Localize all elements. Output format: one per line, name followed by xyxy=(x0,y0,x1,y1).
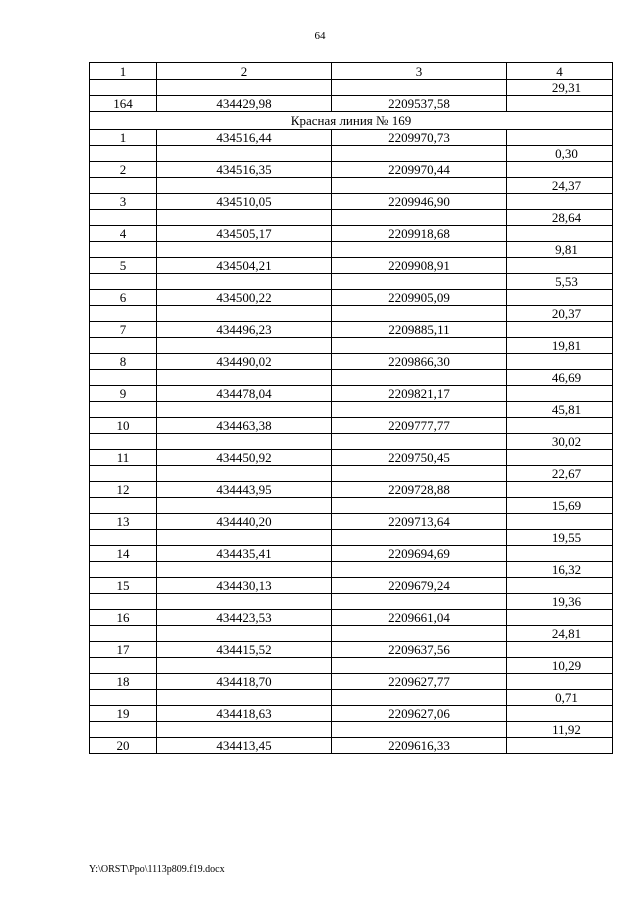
page-number: 64 xyxy=(314,30,326,42)
point-number: 16 xyxy=(90,610,157,626)
distance-value: 24,81 xyxy=(507,626,613,642)
header-col-2: 2 xyxy=(157,63,332,80)
point-row xyxy=(90,546,613,562)
coordinate-y: 2209728,88 xyxy=(332,482,507,498)
coordinate-y-empty xyxy=(332,402,507,418)
coordinate-y-empty xyxy=(332,80,507,96)
coordinate-x-empty xyxy=(157,146,332,162)
distance-value: 46,69 xyxy=(507,370,613,386)
point-number: 18 xyxy=(90,674,157,690)
point-row xyxy=(90,514,613,530)
distance-row xyxy=(90,466,613,482)
coordinate-y: 2209866,30 xyxy=(332,354,507,370)
coordinate-x: 434505,17 xyxy=(157,226,332,242)
coordinate-y-empty xyxy=(332,690,507,706)
coordinate-x-empty xyxy=(157,562,332,578)
point-number-empty xyxy=(90,242,157,258)
point-number-empty xyxy=(90,690,157,706)
coordinate-y: 2209627,06 xyxy=(332,706,507,722)
distance-row xyxy=(90,306,613,322)
distance-row xyxy=(90,146,613,162)
point-number-empty xyxy=(90,530,157,546)
point-row xyxy=(90,354,613,370)
point-number-empty xyxy=(90,434,157,450)
distance-row xyxy=(90,722,613,738)
point-number: 13 xyxy=(90,514,157,530)
point-row xyxy=(90,706,613,722)
distance-empty xyxy=(507,162,613,178)
distance-value: 24,37 xyxy=(507,178,613,194)
point-row xyxy=(90,738,613,754)
point-number: 1 xyxy=(90,130,157,146)
coordinate-y: 2209750,45 xyxy=(332,450,507,466)
footer-file-path: Y:\ORST\Ppo\1113p809.f19.docx xyxy=(89,864,225,875)
coordinate-y-empty xyxy=(332,626,507,642)
point-row xyxy=(90,674,613,690)
point-row xyxy=(90,96,613,112)
coordinate-y-empty xyxy=(332,178,507,194)
coordinate-x-empty xyxy=(157,498,332,514)
distance-empty xyxy=(507,322,613,338)
coordinate-x: 434423,53 xyxy=(157,610,332,626)
coordinate-x: 434516,35 xyxy=(157,162,332,178)
coordinate-x-empty xyxy=(157,594,332,610)
point-number-empty xyxy=(90,562,157,578)
distance-value: 15,69 xyxy=(507,498,613,514)
coordinate-x: 434504,21 xyxy=(157,258,332,274)
point-number-empty xyxy=(90,658,157,674)
coordinate-x-empty xyxy=(157,242,332,258)
header-col-1: 1 xyxy=(90,63,157,80)
point-number-empty xyxy=(90,178,157,194)
distance-value: 29,31 xyxy=(507,80,613,96)
coordinate-y-empty xyxy=(332,562,507,578)
point-number: 8 xyxy=(90,354,157,370)
point-number-empty xyxy=(90,274,157,290)
point-row xyxy=(90,258,613,274)
coordinate-y: 2209970,44 xyxy=(332,162,507,178)
coordinate-x: 434478,04 xyxy=(157,386,332,402)
coordinate-y-empty xyxy=(332,594,507,610)
distance-value: 9,81 xyxy=(507,242,613,258)
coordinate-y: 2209627,77 xyxy=(332,674,507,690)
coordinates-table xyxy=(89,62,613,754)
header-col-4: 4 xyxy=(507,63,613,80)
coordinate-x: 434463,38 xyxy=(157,418,332,434)
distance-row xyxy=(90,210,613,226)
point-number: 19 xyxy=(90,706,157,722)
distance-row xyxy=(90,274,613,290)
coordinate-x: 434413,45 xyxy=(157,738,332,754)
distance-row xyxy=(90,498,613,514)
point-number: 164 xyxy=(90,96,157,112)
coordinate-y: 2209946,90 xyxy=(332,194,507,210)
table-header-row xyxy=(90,63,613,80)
point-number-empty xyxy=(90,626,157,642)
coordinate-x-empty xyxy=(157,530,332,546)
distance-empty xyxy=(507,514,613,530)
point-number: 6 xyxy=(90,290,157,306)
distance-empty xyxy=(507,738,613,754)
coordinate-y: 2209661,04 xyxy=(332,610,507,626)
coordinate-y-empty xyxy=(332,498,507,514)
coordinate-y: 2209777,77 xyxy=(332,418,507,434)
point-number-empty xyxy=(90,466,157,482)
point-row xyxy=(90,610,613,626)
coordinates-table-body xyxy=(90,63,613,754)
point-number: 15 xyxy=(90,578,157,594)
distance-empty xyxy=(507,418,613,434)
point-number-empty xyxy=(90,370,157,386)
coordinate-y-empty xyxy=(332,658,507,674)
distance-row xyxy=(90,178,613,194)
distance-empty xyxy=(507,194,613,210)
coordinate-y-empty xyxy=(332,434,507,450)
point-number: 17 xyxy=(90,642,157,658)
point-number-empty xyxy=(90,146,157,162)
point-row xyxy=(90,226,613,242)
coordinate-x-empty xyxy=(157,434,332,450)
point-number-empty xyxy=(90,338,157,354)
distance-value: 11,92 xyxy=(507,722,613,738)
coordinate-y: 2209908,91 xyxy=(332,258,507,274)
distance-empty xyxy=(507,450,613,466)
coordinate-x: 434415,52 xyxy=(157,642,332,658)
distance-value: 20,37 xyxy=(507,306,613,322)
coordinate-y-empty xyxy=(332,466,507,482)
coordinate-x: 434435,41 xyxy=(157,546,332,562)
distance-empty xyxy=(507,290,613,306)
coordinate-x-empty xyxy=(157,690,332,706)
distance-row xyxy=(90,658,613,674)
point-row xyxy=(90,578,613,594)
point-number: 7 xyxy=(90,322,157,338)
distance-row xyxy=(90,594,613,610)
coordinate-x: 434516,44 xyxy=(157,130,332,146)
point-row xyxy=(90,162,613,178)
coordinate-y: 2209637,56 xyxy=(332,642,507,658)
section-heading-row xyxy=(90,112,613,130)
coordinate-y: 2209679,24 xyxy=(332,578,507,594)
point-number-empty xyxy=(90,80,157,96)
coordinate-x-empty xyxy=(157,274,332,290)
point-number: 14 xyxy=(90,546,157,562)
point-number-empty xyxy=(90,722,157,738)
distance-empty xyxy=(507,578,613,594)
distance-value: 10,29 xyxy=(507,658,613,674)
point-row xyxy=(90,194,613,210)
distance-row xyxy=(90,562,613,578)
coordinate-x-empty xyxy=(157,466,332,482)
point-number: 4 xyxy=(90,226,157,242)
coordinate-y: 2209713,64 xyxy=(332,514,507,530)
point-row xyxy=(90,642,613,658)
coordinate-x-empty xyxy=(157,306,332,322)
distance-empty xyxy=(507,546,613,562)
coordinate-x: 434510,05 xyxy=(157,194,332,210)
coordinate-y: 2209885,11 xyxy=(332,322,507,338)
coordinate-y-empty xyxy=(332,722,507,738)
distance-value: 0,30 xyxy=(507,146,613,162)
distance-empty xyxy=(507,226,613,242)
coordinate-y-empty xyxy=(332,530,507,546)
coordinate-x: 434490,02 xyxy=(157,354,332,370)
coordinate-y: 2209616,33 xyxy=(332,738,507,754)
coordinate-y: 2209821,17 xyxy=(332,386,507,402)
coordinate-x: 434450,92 xyxy=(157,450,332,466)
coordinate-y-empty xyxy=(332,306,507,322)
distance-value: 28,64 xyxy=(507,210,613,226)
distance-row xyxy=(90,530,613,546)
distance-empty xyxy=(507,386,613,402)
point-row xyxy=(90,386,613,402)
coordinate-x-empty xyxy=(157,338,332,354)
coordinate-y: 2209970,73 xyxy=(332,130,507,146)
point-number: 20 xyxy=(90,738,157,754)
distance-row xyxy=(90,242,613,258)
distance-empty xyxy=(507,610,613,626)
coordinate-x: 434418,70 xyxy=(157,674,332,690)
point-number-empty xyxy=(90,594,157,610)
coordinate-x: 434440,20 xyxy=(157,514,332,530)
coordinate-x-empty xyxy=(157,210,332,226)
distance-value: 22,67 xyxy=(507,466,613,482)
coordinate-y-empty xyxy=(332,274,507,290)
distance-row xyxy=(90,402,613,418)
distance-value: 0,71 xyxy=(507,690,613,706)
distance-value: 19,81 xyxy=(507,338,613,354)
coordinate-x-empty xyxy=(157,178,332,194)
point-row xyxy=(90,418,613,434)
section-title: Красная линия № 169 xyxy=(90,112,613,130)
coordinate-y: 2209537,58 xyxy=(332,96,507,112)
coordinate-y-empty xyxy=(332,146,507,162)
distance-empty xyxy=(507,674,613,690)
distance-empty xyxy=(507,706,613,722)
coordinate-y-empty xyxy=(332,242,507,258)
coordinate-y-empty xyxy=(332,210,507,226)
coordinate-x: 434430,13 xyxy=(157,578,332,594)
point-number: 3 xyxy=(90,194,157,210)
distance-value: 30,02 xyxy=(507,434,613,450)
distance-row xyxy=(90,690,613,706)
point-row xyxy=(90,322,613,338)
coordinate-x-empty xyxy=(157,370,332,386)
distance-row xyxy=(90,626,613,642)
point-row xyxy=(90,482,613,498)
coordinate-x-empty xyxy=(157,626,332,642)
point-number-empty xyxy=(90,306,157,322)
distance-value: 45,81 xyxy=(507,402,613,418)
coordinate-y: 2209694,69 xyxy=(332,546,507,562)
distance-row xyxy=(90,370,613,386)
distance-empty xyxy=(507,96,613,112)
point-number: 9 xyxy=(90,386,157,402)
coordinate-x: 434443,95 xyxy=(157,482,332,498)
coordinate-x: 434500,22 xyxy=(157,290,332,306)
distance-empty xyxy=(507,482,613,498)
distance-row xyxy=(90,434,613,450)
distance-empty xyxy=(507,130,613,146)
coordinate-y: 2209905,09 xyxy=(332,290,507,306)
point-number: 2 xyxy=(90,162,157,178)
distance-value: 19,55 xyxy=(507,530,613,546)
coordinate-y-empty xyxy=(332,338,507,354)
coordinate-x-empty xyxy=(157,722,332,738)
point-number-empty xyxy=(90,498,157,514)
point-row xyxy=(90,130,613,146)
distance-empty xyxy=(507,354,613,370)
distance-row xyxy=(90,338,613,354)
header-col-3: 3 xyxy=(332,63,507,80)
coordinate-x: 434429,98 xyxy=(157,96,332,112)
coordinate-y-empty xyxy=(332,370,507,386)
distance-row xyxy=(90,80,613,96)
point-row xyxy=(90,290,613,306)
point-number: 5 xyxy=(90,258,157,274)
coordinate-x-empty xyxy=(157,402,332,418)
point-number: 12 xyxy=(90,482,157,498)
distance-empty xyxy=(507,258,613,274)
distance-empty xyxy=(507,642,613,658)
point-number-empty xyxy=(90,402,157,418)
point-row xyxy=(90,450,613,466)
point-number-empty xyxy=(90,210,157,226)
coordinate-x-empty xyxy=(157,658,332,674)
coordinate-x-empty xyxy=(157,80,332,96)
coordinate-y: 2209918,68 xyxy=(332,226,507,242)
coordinate-x: 434418,63 xyxy=(157,706,332,722)
point-number: 10 xyxy=(90,418,157,434)
coordinate-x: 434496,23 xyxy=(157,322,332,338)
distance-value: 19,36 xyxy=(507,594,613,610)
point-number: 11 xyxy=(90,450,157,466)
distance-value: 16,32 xyxy=(507,562,613,578)
distance-value: 5,53 xyxy=(507,274,613,290)
